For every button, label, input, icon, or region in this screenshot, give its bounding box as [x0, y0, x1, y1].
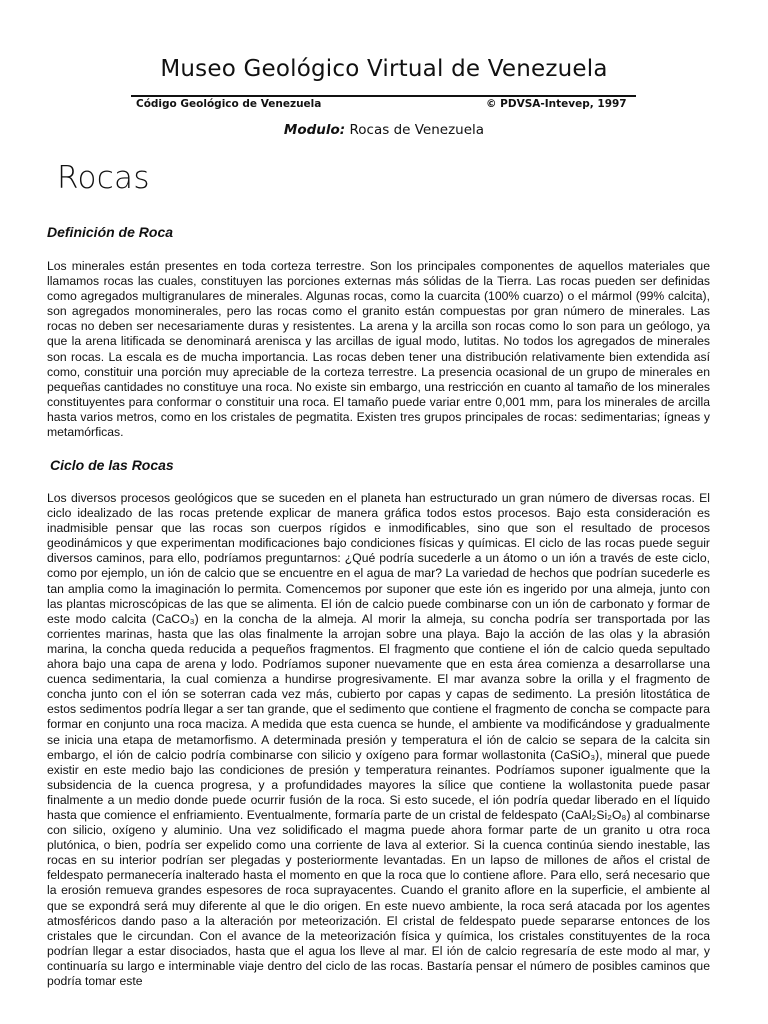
section-title-ciclo: Ciclo de las Rocas — [50, 457, 174, 473]
section-body-ciclo: Los diversos procesos geológicos que se suceden en el planeta han estructurado un gran número de diversas rocas. El ciclo idealizado de las rocas pretende explicar de manera gráfica todos estos procesos. Bajo esta consideración es inadmisible pensar que las rocas son cuerpos rígidos e inmodificables, sino que son el resultado de procesos geodinámicos y que experimentan modificaciones bajo condiciones físicas y químicas. El ciclo de las rocas puede seguir diversos caminos, para ello, podríamos preguntarnos: ¿Qué podría sucederle a un átomo o un ión a través de este ciclo, como por ejemplo, un ión de calcio que se encuentre en el agua de mar? La variedad de hechos que podrían sucederle es tan amplia como la imaginación lo permita. Comencemos por suponer que este ión es ingerido por una almeja, junto con las plantas microscópicas de las que se alimenta. El ión de calcio puede combinarse con un ión de carbonato y formar de este modo calcita (CaCO₃) en la concha de la almeja. Al morir la almeja, su concha podría ser transportada por las corrientes marinas, hasta que las olas finalmente la arrojan sobre una playa. Bajo la acción de las olas y la abrasión marina, la concha queda reducida a pequeños fragmentos. El fragmento que contiene el ión de calcio queda sepultado ahora bajo una capa de arena y lodo. Podríamos suponer nuevamente que en esta área comienza a desarrollarse una cuenca sedimentaria, la cual comienza a hundirse progresivamente. El mar avanza sobre la orilla y el fragmento de concha junto con el ión se soterran cada vez más, cubierto por capas y capas de sedimento. La presión litostática de estos sedimentos podría llegar a ser tan grande, que el sedimento que contiene el fragmento de concha se compacte para formar en conjunto una roca maciza. A medida que esta cuenca se hunde, el ambiente va modificándose y gradualmente se inicia una etapa de metamorfismo. A determinada presión y temperatura el ión de calcio se separa de la calcita sin embargo, el ión de calcio podría combinarse con silicio y oxígeno para formar wollastonita (CaSiO₃), mineral que puede existir en este medio bajo las condiciones de presión y temperatura reinantes. Podríamos suponer igualmente que la subsidencia de la cuenca progresa, y a profundidades mayores la sílice que contiene la wollastonita puede pasar finalmente a un medio donde puede ocurrir fusión de la roca. Si esto sucede, el ión podría quedar liberado en el líquido hasta que comience el enfriamiento. Eventualmente, formaría parte de un cristal de feldespato (CaAl₂Si₂O₈) al combinarse con silicio, oxígeno y aluminio. Una vez solidificado el magma puede ahora formar parte de un granito u otra roca plutónica, o bien, podría ser expelido como una corriente de lava al exterior. Si la cuenca continúa siendo inestable, las rocas en su interior podrían ser plegadas y posteriormente levantadas. En un lapso de millones de años el cristal de feldespato permanecería inalterado hasta el momento en que la roca que lo contiene aflore. Para ello, será necesario que la erosión remueva grandes espesores de roca suprayacentes. Cuando el granito aflore en la superficie, el ambiente al que se expondrá será muy diferente al que le dio origen. En este nuevo ambiente, la roca será atacada por los agentes atmosféricos dando paso a la alteración por meteorización. El cristal de feldespato puede separarse entonces de los cristales que le circundan. Con el avance de la meteorización física y química, los cristales constituyentes de la roca podrían llegar a estar disociados, hasta que el agua los lleve al mar. El ión de calcio regresaría de este modo al mar, y continuaría su largo e interminable viaje dentro del ciclo de las rocas. Bastaría pensar el número de posibles caminos que podría tomar este — [47, 491, 710, 988]
section-body-definicion: Los minerales están presentes en toda corteza terrestre. Son los principales componentes de aquellos materiales que llamamos rocas las cuales, constituyen las porciones externas más sólidas de la Tierra. Las rocas pueden ser definidas como agregados multigranulares de minerales. Algunas rocas, como la cuarcita (100% cuarzo) o el mármol (99% calcita), son agregados monominerales, pero las rocas como el granito están compuestas por gran número de minerales. Las rocas no deben ser necesariamente duras y resistentes. La arena y la arcilla son rocas como lo son para un geólogo, ya que la arena litificada se denominará arenisca y las arcillas de igual modo, lutitas. No todos los agregados de minerales son rocas. La escala es de mucha importancia. Las rocas deben tener una distribución relativamente bien extendida así como, constituir una porción muy apreciable de la corteza terrestre. La presencia ocasional de un grupo de minerales en pequeñas cantidades no constituye una roca. No existe sin embargo, una restricción en cuanto al tamaño de los minerales constituyentes para conformar o constituir una roca. El tamaño puede variar entre 0,001 mm, para los minerales de arcilla hasta varios metros, como en los cristales de pegmatita. Existen tres grupos principales de rocas: sedimentarias; ígneas y metamórficas. — [47, 259, 710, 440]
site-title: Museo Geológico Virtual de Venezuela — [160, 56, 608, 82]
section-title-definicion: Definición de Roca — [47, 224, 174, 240]
code-label: Código Geológico de Venezuela — [136, 98, 322, 110]
header-rule — [131, 95, 636, 97]
copyright-label: © PDVSA-Intevep, 1997 — [486, 98, 627, 110]
module-line — [0, 122, 768, 138]
page-heading: Rocas — [57, 160, 150, 196]
module-name: Rocas de Venezuela — [349, 122, 485, 138]
module-label: Modulo: — [283, 122, 346, 138]
